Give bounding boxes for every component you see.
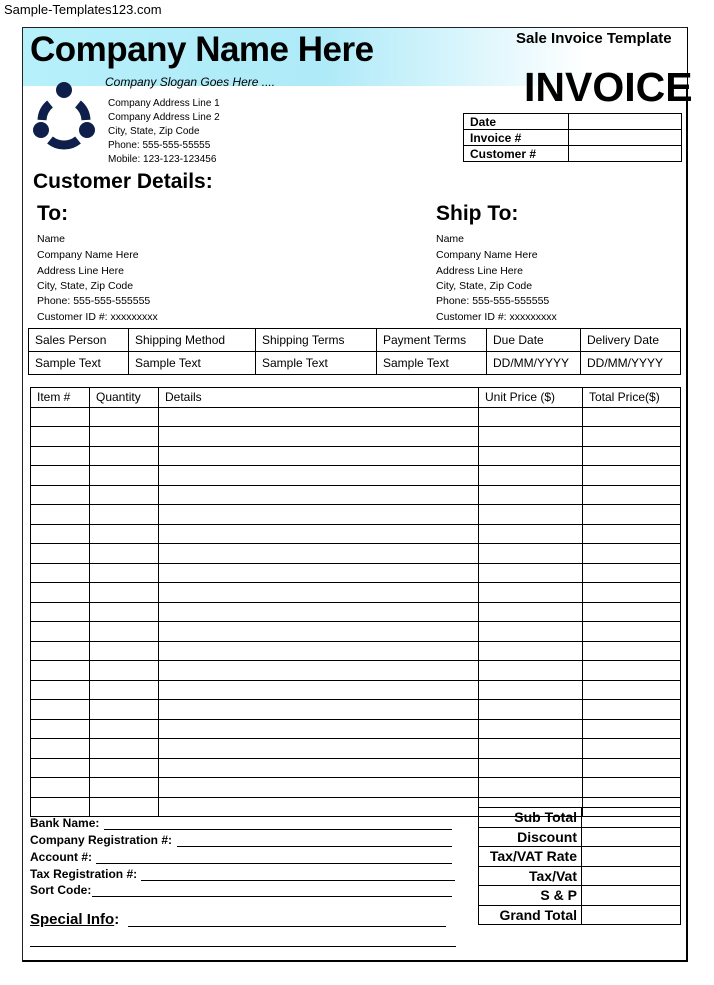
item-cell[interactable] [31, 583, 90, 603]
table-row [31, 622, 681, 642]
table-row [31, 485, 681, 505]
totals-label: Grand Total [479, 905, 582, 925]
meta-label: Invoice # [464, 130, 569, 146]
item-cell[interactable] [583, 719, 681, 739]
invoice-meta-table [463, 113, 682, 162]
ship-customer-id: Customer ID #: xxxxxxxxx [436, 311, 557, 323]
item-cell[interactable] [159, 544, 479, 564]
totals-row-tax-rate [479, 847, 681, 867]
meta-value-field[interactable] [569, 146, 682, 162]
meta-row-date [464, 114, 682, 130]
sales-value-row [29, 352, 681, 375]
table-row [31, 641, 681, 661]
tax-registration-label: Tax Registration #: [30, 867, 138, 881]
item-cell[interactable] [479, 700, 583, 720]
item-cell[interactable] [159, 407, 479, 427]
table-row [31, 524, 681, 544]
item-cell[interactable] [31, 680, 90, 700]
items-header-row [31, 388, 681, 408]
to-customer-id: Customer ID #: xxxxxxxxx [37, 311, 158, 323]
item-cell[interactable] [583, 583, 681, 603]
item-cell[interactable] [479, 778, 583, 798]
item-cell[interactable] [479, 680, 583, 700]
item-cell[interactable] [159, 622, 479, 642]
address-mobile: Mobile: 123-123-123456 [108, 154, 217, 165]
item-cell[interactable] [159, 446, 479, 466]
special-info-line-2[interactable] [30, 946, 456, 947]
table-row [31, 563, 681, 583]
totals-value-field[interactable] [582, 827, 681, 847]
totals-row-grand-total [479, 905, 681, 925]
item-cell[interactable] [159, 602, 479, 622]
item-cell[interactable] [31, 544, 90, 564]
item-cell[interactable] [90, 719, 159, 739]
table-row [31, 739, 681, 759]
item-cell[interactable] [479, 661, 583, 681]
item-cell[interactable] [583, 544, 681, 564]
sales-header-cell: Shipping Terms [256, 329, 377, 352]
totals-value-field[interactable] [582, 808, 681, 828]
sales-header-row [29, 329, 681, 352]
watermark: Sample-Templates123.com [4, 2, 162, 17]
item-cell[interactable] [583, 739, 681, 759]
meta-label: Customer # [464, 146, 569, 162]
item-cell[interactable] [31, 466, 90, 486]
item-cell[interactable] [90, 700, 159, 720]
tax-registration-line[interactable] [141, 880, 455, 881]
to-address: Address Line Here [37, 265, 124, 277]
item-cell[interactable] [159, 485, 479, 505]
item-cell[interactable] [31, 427, 90, 447]
sales-value-cell[interactable]: DD/MM/YYYY [581, 352, 681, 375]
item-cell[interactable] [90, 544, 159, 564]
item-cell[interactable] [583, 758, 681, 778]
address-line-1: Company Address Line 1 [108, 98, 220, 109]
item-cell[interactable] [159, 583, 479, 603]
account-line[interactable] [96, 863, 452, 864]
account-label: Account #: [30, 850, 93, 864]
item-cell[interactable] [159, 739, 479, 759]
sales-header-cell: Shipping Method [129, 329, 256, 352]
address-line-2: Company Address Line 2 [108, 112, 220, 123]
item-cell[interactable] [90, 641, 159, 661]
item-cell[interactable] [159, 719, 479, 739]
item-cell[interactable] [479, 739, 583, 759]
item-cell[interactable] [479, 602, 583, 622]
item-cell[interactable] [31, 797, 90, 817]
totals-value-field[interactable] [582, 905, 681, 925]
item-cell[interactable] [479, 758, 583, 778]
company-slogan: Company Slogan Goes Here .... [105, 75, 276, 89]
item-cell[interactable] [583, 661, 681, 681]
logo-arc-left [42, 104, 50, 120]
item-cell[interactable] [90, 466, 159, 486]
item-cell[interactable] [479, 622, 583, 642]
item-cell[interactable] [31, 778, 90, 798]
item-cell[interactable] [90, 505, 159, 525]
to-phone: Phone: 555-555-555555 [37, 295, 151, 307]
to-company: Company Name Here [37, 249, 139, 261]
item-cell[interactable] [31, 641, 90, 661]
items-header-cell: Unit Price ($) [479, 388, 583, 408]
item-cell[interactable] [90, 758, 159, 778]
table-row [31, 544, 681, 564]
item-cell[interactable] [159, 524, 479, 544]
table-row [31, 427, 681, 447]
table-row [31, 700, 681, 720]
item-cell[interactable] [31, 563, 90, 583]
sort-code-line[interactable] [92, 896, 452, 897]
sale-invoice-template-label: Sale Invoice Template [516, 30, 672, 47]
logo-head-right [79, 122, 95, 138]
ship-company: Company Name Here [436, 249, 538, 261]
item-cell[interactable] [583, 622, 681, 642]
table-row [31, 661, 681, 681]
item-cell[interactable] [159, 758, 479, 778]
item-cell[interactable] [159, 680, 479, 700]
items-header-cell: Quantity [90, 388, 159, 408]
item-cell[interactable] [90, 661, 159, 681]
item-cell[interactable] [479, 641, 583, 661]
item-cell[interactable] [31, 661, 90, 681]
company-registration-label: Company Registration #: [30, 833, 173, 847]
item-cell[interactable] [583, 485, 681, 505]
item-cell[interactable] [31, 700, 90, 720]
sales-info-table [28, 328, 681, 375]
logo-head-top [56, 82, 72, 98]
table-row [31, 719, 681, 739]
ship-to-title: Ship To: [436, 202, 519, 225]
ship-address: Address Line Here [436, 265, 523, 277]
totals-row-sp [479, 886, 681, 906]
item-cell[interactable] [583, 602, 681, 622]
item-cell[interactable] [90, 446, 159, 466]
item-cell[interactable] [90, 797, 159, 817]
sales-header-cell: Due Date [487, 329, 581, 352]
customer-details-title: Customer Details: [33, 170, 213, 193]
item-cell[interactable] [479, 563, 583, 583]
table-row [31, 446, 681, 466]
ship-city: City, State, Zip Code [436, 280, 533, 292]
item-cell[interactable] [479, 466, 583, 486]
item-cell[interactable] [90, 583, 159, 603]
special-info-text: Special Info [30, 911, 115, 928]
meta-value-field[interactable] [569, 130, 682, 146]
item-cell[interactable] [583, 778, 681, 798]
item-cell[interactable] [31, 739, 90, 759]
item-cell[interactable] [159, 778, 479, 798]
item-cell[interactable] [159, 427, 479, 447]
item-cell[interactable] [31, 719, 90, 739]
item-cell[interactable] [90, 563, 159, 583]
totals-label: S & P [479, 886, 582, 906]
item-cell[interactable] [90, 485, 159, 505]
to-city: City, State, Zip Code [37, 280, 134, 292]
item-cell[interactable] [159, 563, 479, 583]
totals-label: Tax/VAT Rate [479, 847, 582, 867]
address-city: City, State, Zip Code [108, 126, 200, 137]
sales-header-cell: Delivery Date [581, 329, 681, 352]
sales-header-cell: Sales Person [29, 329, 129, 352]
item-cell[interactable] [90, 739, 159, 759]
item-cell[interactable] [583, 680, 681, 700]
item-cell[interactable] [479, 427, 583, 447]
item-cell[interactable] [583, 505, 681, 525]
item-cell[interactable] [479, 524, 583, 544]
item-cell[interactable] [479, 719, 583, 739]
item-cell[interactable] [90, 427, 159, 447]
totals-row-tax [479, 866, 681, 886]
company-name: Company Name Here [30, 30, 374, 69]
logo-arc-bottom [50, 140, 78, 145]
totals-label: Tax/Vat [479, 866, 582, 886]
table-row [31, 583, 681, 603]
item-cell[interactable] [479, 544, 583, 564]
company-registration-line[interactable] [177, 846, 452, 847]
sales-value-cell[interactable]: DD/MM/YYYY [487, 352, 581, 375]
table-row [31, 778, 681, 798]
item-cell[interactable] [90, 680, 159, 700]
ship-phone: Phone: 555-555-555555 [436, 295, 550, 307]
item-cell[interactable] [31, 446, 90, 466]
item-cell[interactable] [583, 641, 681, 661]
item-cell[interactable] [583, 407, 681, 427]
item-cell[interactable] [31, 622, 90, 642]
item-cell[interactable] [31, 407, 90, 427]
totals-label: Discount [479, 827, 582, 847]
sales-value-cell[interactable]: Sample Text [256, 352, 377, 375]
sales-value-cell[interactable]: Sample Text [29, 352, 129, 375]
meta-label: Date [464, 114, 569, 130]
item-cell[interactable] [31, 505, 90, 525]
item-cell[interactable] [583, 466, 681, 486]
item-cell[interactable] [479, 446, 583, 466]
items-table [30, 387, 681, 817]
table-row [31, 680, 681, 700]
totals-row-discount [479, 827, 681, 847]
item-cell[interactable] [31, 485, 90, 505]
item-cell[interactable] [90, 524, 159, 544]
item-cell[interactable] [159, 661, 479, 681]
item-cell[interactable] [90, 778, 159, 798]
sort-code-label: Sort Code: [30, 883, 92, 897]
totals-value-field[interactable] [582, 886, 681, 906]
logo-arc-right [78, 104, 86, 120]
items-header-cell: Item # [31, 388, 90, 408]
item-cell[interactable] [159, 700, 479, 720]
item-cell[interactable] [31, 758, 90, 778]
item-cell[interactable] [90, 407, 159, 427]
item-cell[interactable] [583, 427, 681, 447]
totals-value-field[interactable] [582, 866, 681, 886]
item-cell[interactable] [583, 563, 681, 583]
item-cell[interactable] [90, 602, 159, 622]
item-cell[interactable] [583, 700, 681, 720]
item-cell[interactable] [479, 407, 583, 427]
sales-header-cell: Payment Terms [377, 329, 487, 352]
meta-row-invoice [464, 130, 682, 146]
items-header-cell: Details [159, 388, 479, 408]
invoice-title: INVOICE [524, 64, 693, 110]
item-cell[interactable] [159, 797, 479, 817]
table-row [31, 505, 681, 525]
item-cell[interactable] [90, 622, 159, 642]
table-row [31, 602, 681, 622]
meta-value-field[interactable] [569, 114, 682, 130]
special-info-label [30, 911, 119, 928]
items-header-cell: Total Price($) [583, 388, 681, 408]
totals-table [478, 807, 681, 925]
address-phone: Phone: 555-555-55555 [108, 140, 211, 151]
item-cell[interactable] [583, 524, 681, 544]
totals-row-subtotal [479, 808, 681, 828]
logo-head-left [33, 122, 49, 138]
to-title: To: [37, 202, 69, 225]
table-row [31, 466, 681, 486]
item-cell[interactable] [31, 524, 90, 544]
item-cell[interactable] [31, 602, 90, 622]
special-info-colon: : [114, 911, 120, 928]
totals-label: Sub Total [479, 808, 582, 828]
ship-name: Name [436, 233, 465, 245]
totals-value-field[interactable] [582, 847, 681, 867]
to-name: Name [37, 233, 66, 245]
sales-value-cell[interactable]: Sample Text [377, 352, 487, 375]
item-cell[interactable] [479, 485, 583, 505]
special-info-line-1[interactable] [128, 926, 446, 927]
item-cell[interactable] [583, 446, 681, 466]
items-table-body [31, 407, 681, 817]
item-cell[interactable] [479, 505, 583, 525]
item-cell[interactable] [159, 505, 479, 525]
bank-name-label: Bank Name: [30, 816, 100, 830]
table-row [31, 407, 681, 427]
bank-name-line[interactable] [104, 829, 452, 830]
company-logo-icon [28, 80, 100, 152]
item-cell[interactable] [159, 641, 479, 661]
item-cell[interactable] [479, 583, 583, 603]
table-row [31, 758, 681, 778]
meta-row-customer [464, 146, 682, 162]
item-cell[interactable] [159, 466, 479, 486]
sales-value-cell[interactable]: Sample Text [129, 352, 256, 375]
